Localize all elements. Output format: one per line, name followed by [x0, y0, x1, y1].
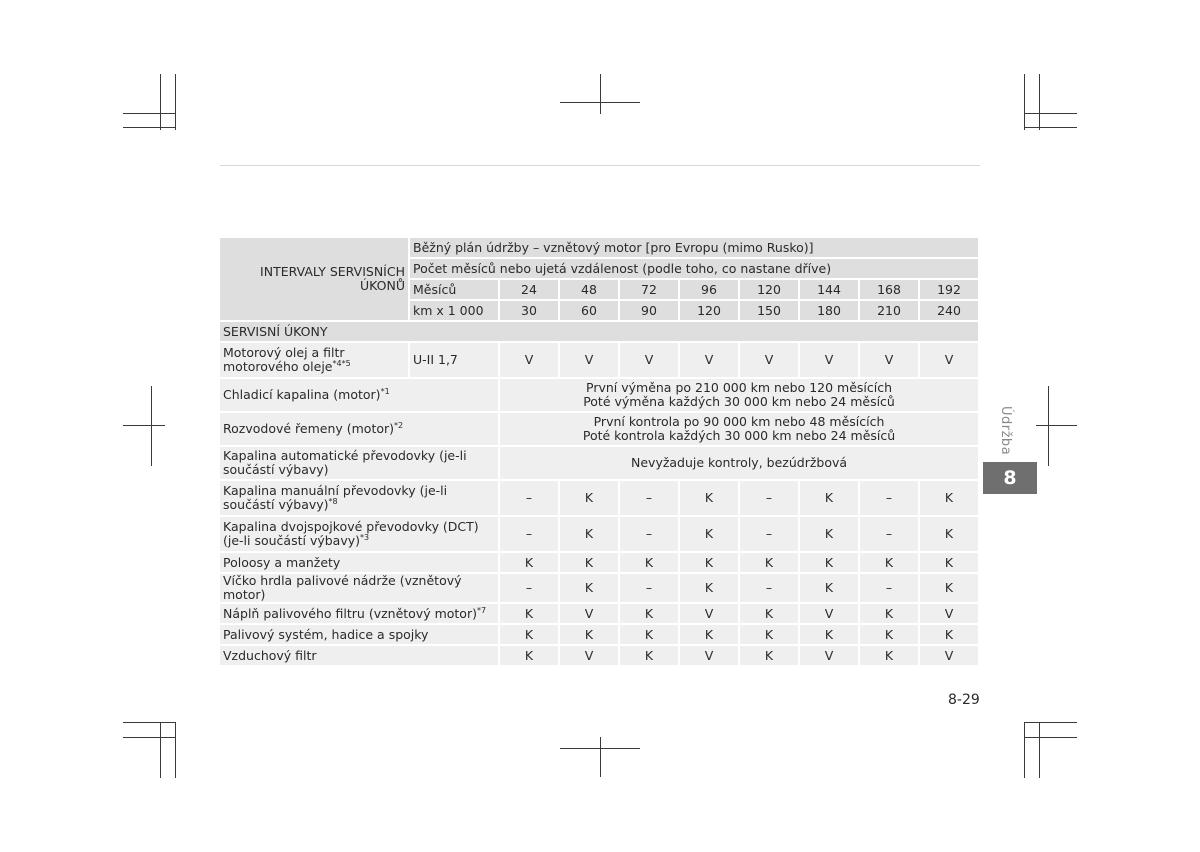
item-label: Vzduchový filtr [220, 646, 500, 667]
value-cell: K [740, 646, 800, 667]
crop-mark [1048, 386, 1049, 466]
item-label: Chladicí kapalina (motor)$^{*1}$ [220, 379, 500, 413]
value-cell: V [560, 604, 620, 625]
interval-corner-label: INTERVALY SERVISNÍCH ÚKONŮ [260, 264, 405, 293]
value-cell: V [860, 343, 920, 379]
value-cell: 144 [800, 280, 860, 301]
value-cell: K [860, 553, 920, 574]
crop-mark [123, 722, 176, 723]
value-cell: K [680, 517, 740, 553]
table-row [220, 447, 980, 481]
crop-mark [151, 386, 152, 466]
crop-mark [160, 722, 161, 778]
value-cell: V [920, 646, 980, 667]
item-label: Kapalina manuální převodovky (je-li součástí výbavy)$^{*8}$ [220, 481, 500, 517]
value-cell: – [740, 517, 800, 553]
plan-title: Běžný plán údržby – vznětový motor [pro Evropu (mimo Rusko)] [410, 238, 980, 259]
crop-mark [1024, 113, 1077, 114]
crop-mark [175, 722, 176, 778]
value-cell: K [800, 553, 860, 574]
belts-note: První kontrola po 90 000 km nebo 48 měsících Poté kontrola každých 30 000 km nebo 24 měsíců [500, 413, 980, 447]
value-cell: – [620, 574, 680, 604]
table-row [220, 517, 980, 553]
value-cell: V [920, 343, 980, 379]
months-label: Měsíců [410, 280, 500, 301]
value-cell: 168 [860, 280, 920, 301]
item-label: Náplň palivového filtru (vznětový motor)$^{*7}$ [220, 604, 500, 625]
item-label: Palivový systém, hadice a spojky [220, 625, 500, 646]
value-cell: V [920, 604, 980, 625]
item-label: Motorový olej a filtr motorového oleje$^{*4*5}$ [220, 343, 410, 379]
value-cell: 24 [500, 280, 560, 301]
value-cell: K [560, 574, 620, 604]
value-cell: – [500, 481, 560, 517]
value-cell: K [680, 625, 740, 646]
crop-mark [1039, 722, 1040, 778]
value-cell: V [500, 343, 560, 379]
value-cell: 210 [860, 301, 920, 322]
value-cell: K [500, 646, 560, 667]
value-cell: 120 [680, 301, 740, 322]
value-cell: K [800, 481, 860, 517]
value-cell: 30 [500, 301, 560, 322]
crop-mark [1036, 425, 1077, 426]
value-cell: K [740, 625, 800, 646]
value-cell: 60 [560, 301, 620, 322]
crop-mark [1024, 127, 1077, 128]
value-cell: K [500, 625, 560, 646]
table-row [220, 574, 980, 604]
section-label: SERVISNÍ ÚKONY [220, 322, 980, 343]
crop-mark [1024, 722, 1025, 778]
coolant-note: První výměna po 210 000 km nebo 120 měsících Poté výměna každých 30 000 km nebo 24 měsíců [500, 379, 980, 413]
value-cell: 72 [620, 280, 680, 301]
value-cell: K [740, 553, 800, 574]
table-row [220, 413, 980, 447]
value-cell: K [560, 481, 620, 517]
value-cell: K [560, 553, 620, 574]
value-cell: 192 [920, 280, 980, 301]
table-row [220, 625, 980, 646]
crop-mark [123, 425, 165, 426]
table-row [220, 604, 980, 625]
crop-mark [1024, 737, 1077, 738]
item-label: Poloosy a manžety [220, 553, 500, 574]
page-number: 8-29 [948, 692, 980, 708]
value-cell: – [860, 481, 920, 517]
item-label: Kapalina dvojspojkové převodovky (DCT) (je-li součástí výbavy)$^{*3}$ [220, 517, 500, 553]
value-cell: K [560, 625, 620, 646]
value-cell: – [500, 574, 560, 604]
table-row [220, 343, 980, 379]
value-cell: 48 [560, 280, 620, 301]
value-cell: K [920, 574, 980, 604]
value-cell: 180 [800, 301, 860, 322]
header-rule [220, 165, 980, 166]
crop-mark [123, 113, 176, 114]
table-row [220, 553, 980, 574]
value-cell: V [680, 604, 740, 625]
value-cell: K [500, 604, 560, 625]
value-cell: 120 [740, 280, 800, 301]
table-corner-cell [220, 238, 410, 322]
value-cell: 240 [920, 301, 980, 322]
table-row [220, 379, 980, 413]
value-cell: V [680, 646, 740, 667]
item-label: Kapalina automatické převodovky (je-li součástí výbavy) [220, 447, 500, 481]
value-cell: K [860, 604, 920, 625]
crop-mark [600, 74, 601, 114]
value-cell: K [800, 517, 860, 553]
value-cell: 96 [680, 280, 740, 301]
value-cell: – [740, 481, 800, 517]
value-cell: K [920, 517, 980, 553]
table-row [220, 646, 980, 667]
crop-mark [123, 737, 176, 738]
value-cell: V [560, 343, 620, 379]
value-cell: 90 [620, 301, 680, 322]
value-cell: K [800, 574, 860, 604]
value-cell: K [800, 625, 860, 646]
chapter-number-tab: 8 [983, 462, 1037, 494]
value-cell: K [860, 646, 920, 667]
crop-mark [1024, 74, 1025, 130]
value-cell: – [620, 481, 680, 517]
value-cell: K [620, 646, 680, 667]
value-cell: K [620, 604, 680, 625]
value-cell: – [620, 517, 680, 553]
value-cell: – [860, 574, 920, 604]
section-row [220, 322, 980, 343]
value-cell: V [800, 604, 860, 625]
value-cell: K [620, 553, 680, 574]
value-cell: V [800, 646, 860, 667]
atf-note: Nevyžaduje kontroly, bezúdržbová [500, 447, 980, 481]
crop-mark [560, 748, 640, 749]
value-cell: K [740, 604, 800, 625]
crop-mark [1039, 74, 1040, 130]
crop-mark [1024, 722, 1077, 723]
crop-mark [175, 74, 176, 130]
value-cell: K [920, 625, 980, 646]
chapter-title: Údržba [998, 406, 1013, 456]
value-cell: V [800, 343, 860, 379]
value-cell: K [560, 517, 620, 553]
value-cell: K [680, 553, 740, 574]
maintenance-schedule-table [220, 238, 980, 667]
crop-mark [123, 127, 176, 128]
value-cell: V [620, 343, 680, 379]
interval-note: Počet měsíců nebo ujetá vzdálenost (podle toho, co nastane dříve) [410, 259, 980, 280]
value-cell: – [860, 517, 920, 553]
item-label: Rozvodové řemeny (motor)$^{*2}$ [220, 413, 500, 447]
crop-mark [600, 737, 601, 777]
crop-mark [560, 102, 640, 103]
value-cell: V [680, 343, 740, 379]
value-cell: V [740, 343, 800, 379]
value-cell: K [920, 553, 980, 574]
item-label: Víčko hrdla palivové nádrže (vznětový motor) [220, 574, 500, 604]
value-cell: V [560, 646, 620, 667]
value-cell: K [680, 574, 740, 604]
km-label: km x 1 000 [410, 301, 500, 322]
value-cell: K [860, 625, 920, 646]
value-cell: – [740, 574, 800, 604]
crop-mark [160, 74, 161, 130]
value-cell: 150 [740, 301, 800, 322]
oil-spec: U-II 1,7 [410, 343, 500, 379]
value-cell: K [920, 481, 980, 517]
value-cell: K [680, 481, 740, 517]
table-row [220, 481, 980, 517]
value-cell: – [500, 517, 560, 553]
value-cell: K [620, 625, 680, 646]
value-cell: K [500, 553, 560, 574]
header-row-plan [220, 238, 980, 259]
